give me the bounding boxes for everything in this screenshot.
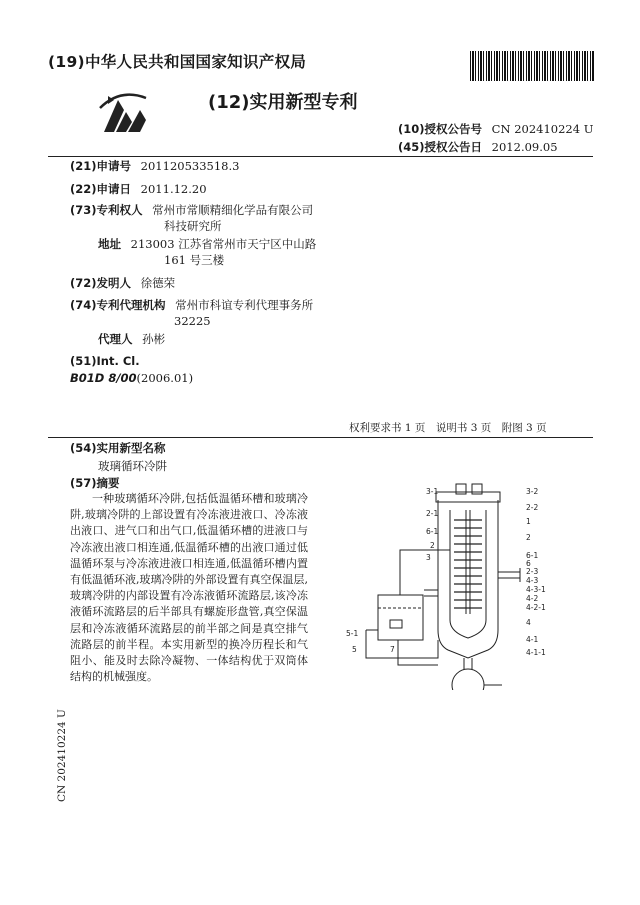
patentee-label: (73)专利权人	[70, 203, 143, 217]
abstract-figure	[338, 480, 598, 690]
label-3: 3	[426, 553, 431, 562]
label-4-3-1: 4-3-1	[526, 585, 546, 594]
label-4-2-1: 4-2-1	[526, 603, 546, 612]
label-5-1: 5-1	[346, 629, 359, 638]
label-6-1: 6-1	[426, 527, 439, 536]
label-2-1: 2-1	[426, 509, 439, 518]
label-3-1: 3-1	[426, 487, 439, 496]
label-6: 6	[526, 559, 531, 568]
agent-label: 代理人	[98, 332, 133, 346]
application-date-label: (22)申请日	[70, 182, 132, 196]
label-4-1: 4-1	[526, 635, 539, 644]
inventor	[70, 275, 175, 291]
abstract-label	[70, 475, 120, 491]
pub-number-label: (10)授权公告号	[398, 122, 483, 136]
int-cl-version: (2006.01)	[136, 371, 194, 385]
abstract-label-text: (57)摘要	[70, 476, 120, 490]
outer-jacket	[438, 500, 498, 658]
int-cl-label: (51)Int. Cl.	[70, 354, 140, 368]
patentee-line1: 常州市常顺精细化学品有限公司	[152, 203, 314, 217]
application-number-value: 201120533518.3	[140, 159, 240, 173]
utility-model-name-label	[70, 440, 166, 456]
application-number-label: (21)申请号	[70, 159, 132, 173]
page-counts: 权利要求书 1 页 说明书 3 页 附图 3 页	[349, 422, 547, 434]
side-publication-number: CN 202410224 U	[56, 709, 68, 802]
header-divider	[48, 156, 593, 157]
inner-tube	[450, 510, 486, 638]
inventor-value: 徐德荣	[140, 276, 176, 290]
agent-value: 孙彬	[142, 332, 166, 346]
utility-model-name: 玻璃循环冷阱	[98, 459, 167, 473]
counts-divider	[48, 437, 593, 438]
inventor-label: (72)发明人	[70, 276, 132, 290]
pub-date-value: 2012.09.05	[491, 140, 558, 154]
agent	[98, 331, 165, 347]
label-2-left: 2	[430, 541, 435, 550]
application-number	[70, 158, 239, 174]
cnipa-logo-icon	[96, 86, 156, 134]
label-4-1-1: 4-1-1	[526, 648, 546, 657]
receiving-flask	[452, 669, 484, 690]
label-2-2: 2-2	[526, 503, 539, 512]
application-date	[70, 181, 207, 197]
label-2-3: 2-3	[526, 567, 539, 576]
abstract-text: 一种玻璃循环冷阱,包括低温循环槽和玻璃冷阱,玻璃冷阱的上部设置有冷冻液进液口、冷冻液出液口、进气口和出气口,低温循环槽的进液口与冷冻液出液口相连通,低温循环槽的出液口通过低温循环泵与冷冻液进液口相连通,低温循环槽内置有低温循环液,玻璃冷阱的外部设置有真空保温层,玻璃冷阱的内部设置有冷冻液循环流路层,该冷冻液循环流路层的后半部具有螺旋形盘管,真空保温层和冷冻液循环流路层的前半部之间是真空排气流路层的前半程。本实用新型的换冷历程长和气阻小、能及时去除冷凝物、一体结构优于双筒体结构的机械强度。	[70, 492, 308, 684]
address	[98, 236, 316, 252]
label-6-1-right: 6-1	[526, 551, 539, 560]
patentee	[70, 202, 313, 218]
label-3-2: 3-2	[526, 487, 539, 496]
label-4-3: 4-3	[526, 576, 539, 585]
pub-date-label: (45)授权公告日	[398, 140, 483, 154]
barcode	[470, 51, 595, 81]
agency-line1: 常州市科谊专利代理事务所	[175, 298, 314, 312]
int-cl	[70, 353, 140, 369]
document-type-title: (12)实用新型专利	[208, 92, 358, 113]
address-line1: 213003 江苏省常州市天宁区中山路	[130, 237, 317, 251]
title-label-text: (54)实用新型名称	[70, 441, 166, 455]
int-cl-code: B01D 8/00	[70, 371, 137, 385]
label-4-2: 4-2	[526, 594, 539, 603]
agency-label: (74)专利代理机构	[70, 298, 166, 312]
label-4: 4	[526, 618, 531, 627]
spiral-coil	[454, 520, 482, 608]
label-7: 7	[390, 645, 395, 654]
application-date-value: 2011.12.20	[140, 182, 207, 196]
label-2-right: 2	[526, 533, 531, 542]
office-name: (19)中华人民共和国国家知识产权局	[48, 53, 307, 71]
agency	[70, 297, 313, 313]
low-temp-bath	[378, 595, 423, 640]
label-1: 1	[526, 517, 531, 526]
label-5: 5	[352, 645, 357, 654]
pub-number-value: CN 202410224 U	[491, 122, 594, 136]
patentee-line2: 科技研究所	[164, 219, 222, 233]
agency-line2: 32225	[174, 314, 211, 328]
int-cl-entry	[70, 370, 193, 386]
address-line2: 161 号三楼	[164, 253, 225, 267]
address-label: 地址	[98, 237, 121, 251]
